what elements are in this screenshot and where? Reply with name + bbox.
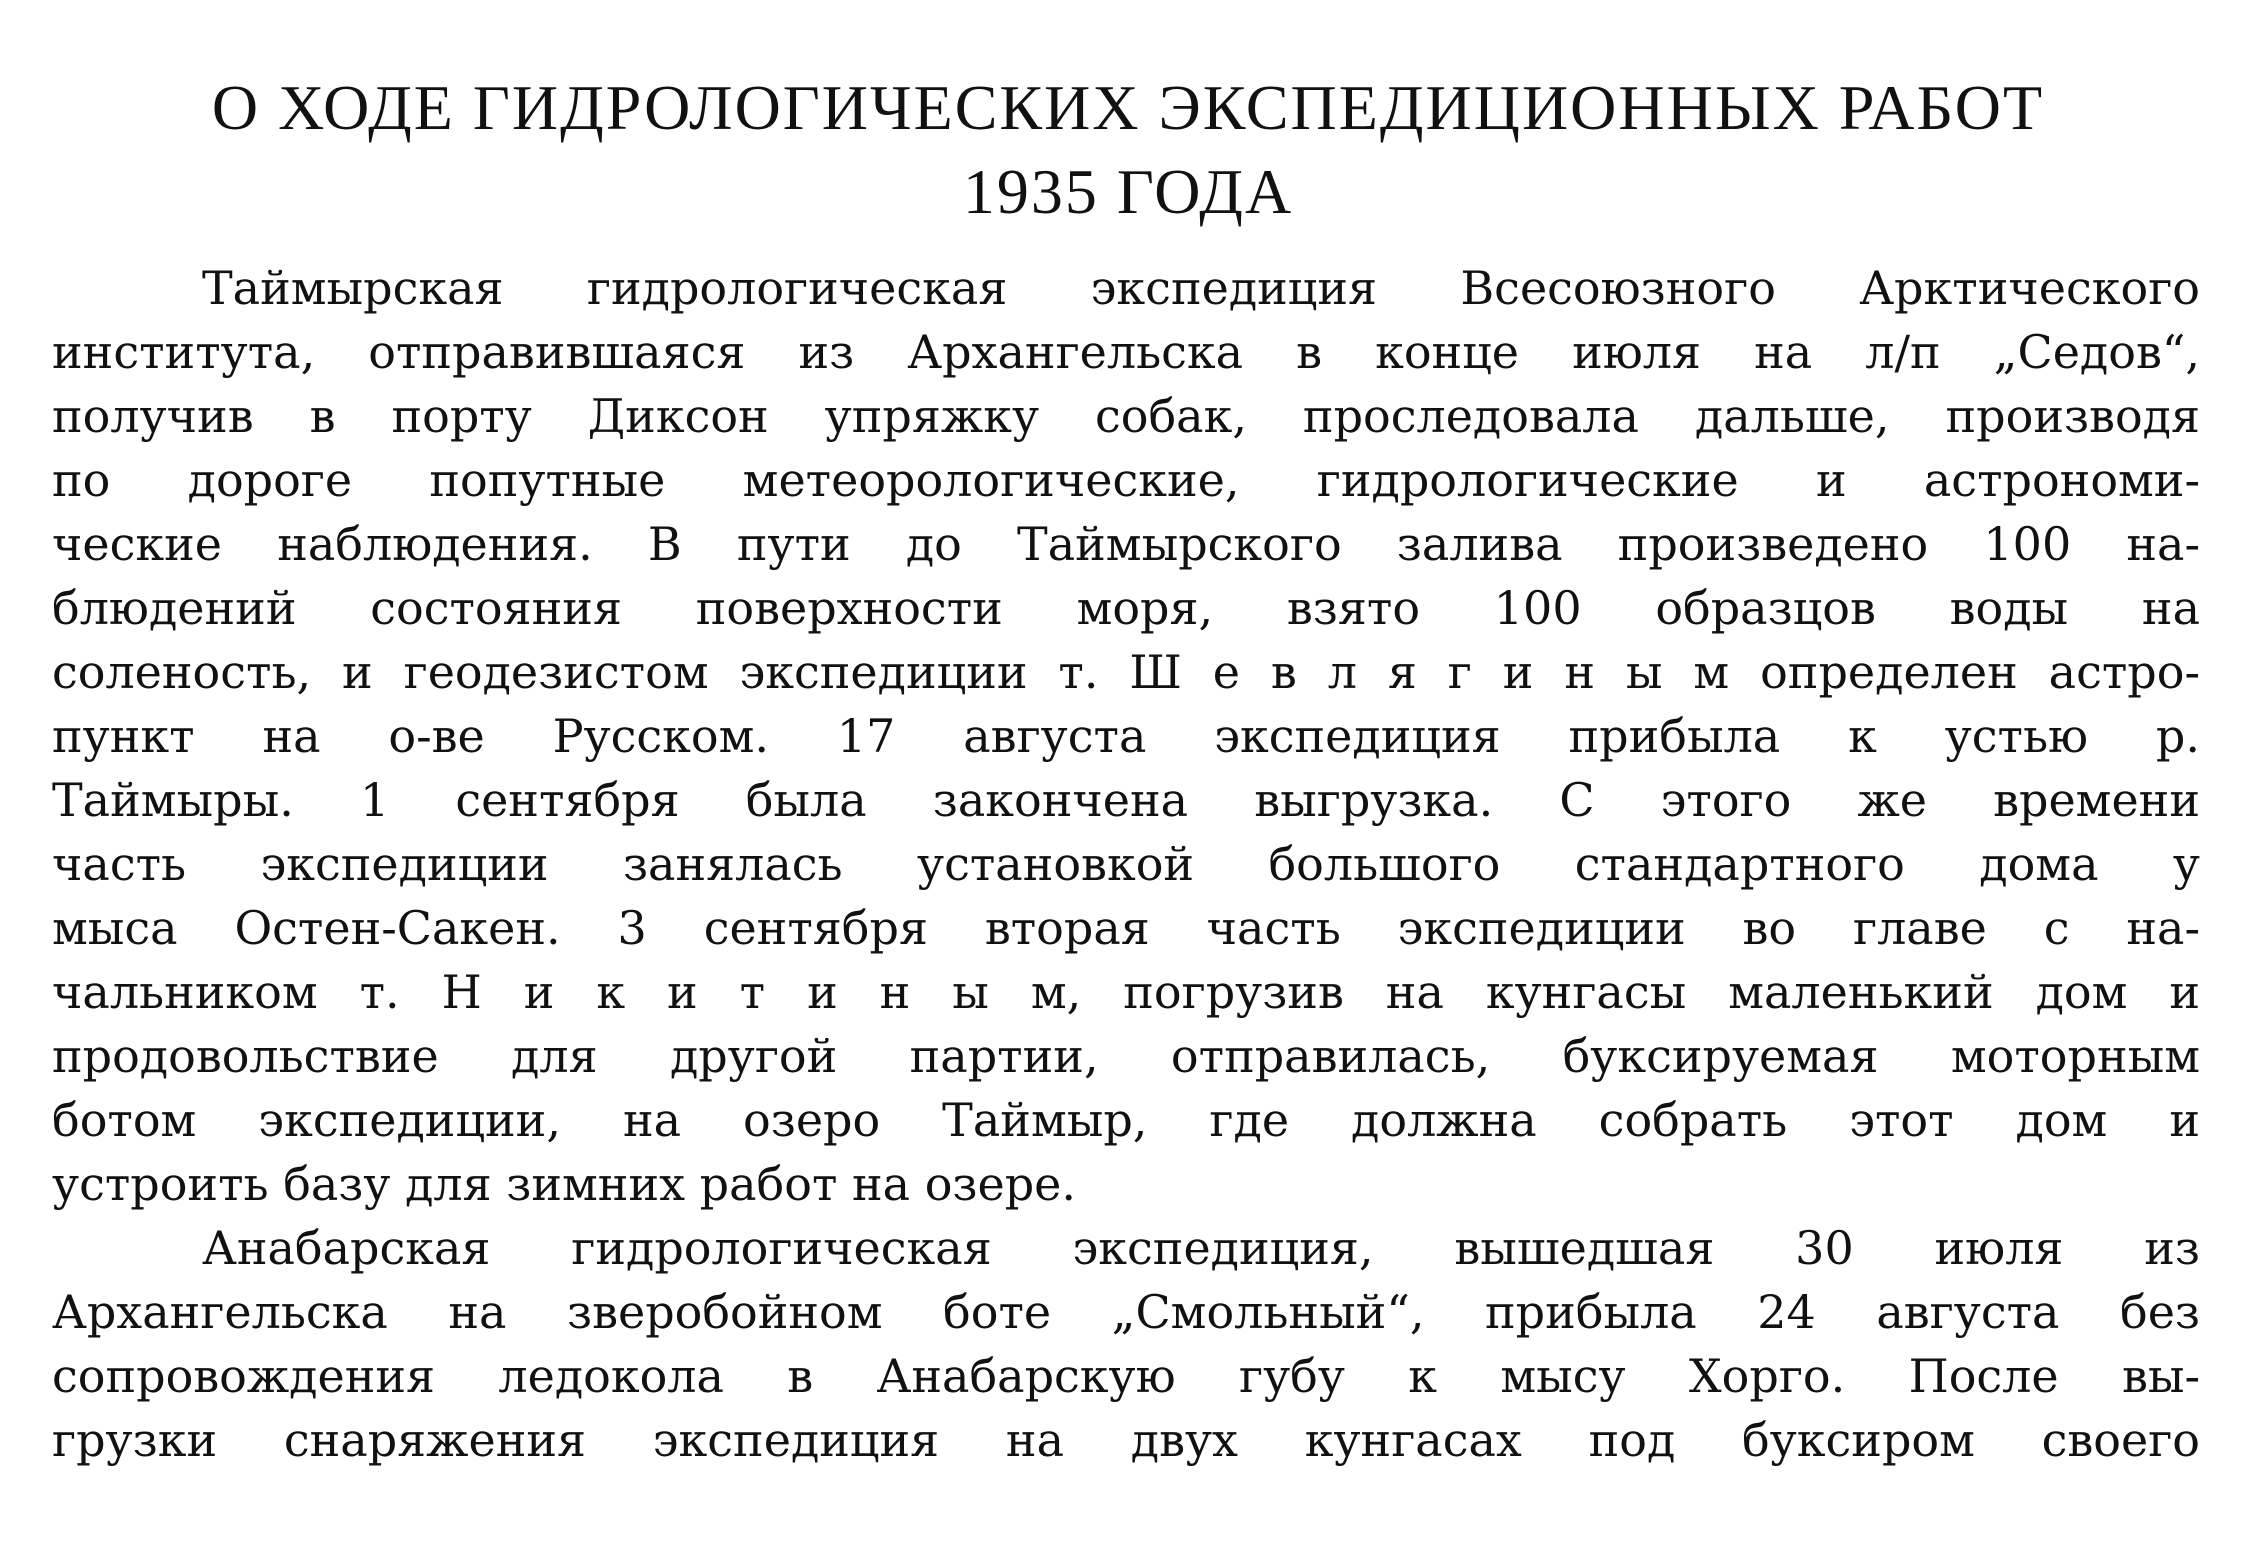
paragraph-line: соленость, и геодезистом экспедиции т. Ш е в л я г и н ы м определен астро- [52,645,2200,699]
paragraph-line: грузки снаряжения экспедиция на двух кунгасах под буксиром своего [52,1413,2200,1467]
paragraph-line: продовольствие для другой партии, отправилась, буксируемая моторным [52,1029,2200,1083]
paragraph-line: ческие наблюдения. В пути до Таймырского залива произведено 100 на- [52,517,2200,571]
paragraph-line: чальником т. Н и к и т и н ы м, погрузив на кунгасы маленький дом и [52,965,2200,1019]
paragraph-anabar [52,1216,2200,1472]
paragraph-line: Архангельска на зверобойном боте „Смольный“, прибыла 24 августа без [52,1285,2200,1339]
paragraph-line: Анабарская гидрологическая экспедиция, вышедшая 30 июля из [202,1221,2200,1275]
paragraph-line: Таймырская гидрологическая экспедиция Всесоюзного Арктического [202,261,2200,315]
paragraph-line: сопровождения ледокола в Анабарскую губу к мысу Хорго. После вы- [52,1349,2200,1403]
article-title-line-2: 1935 ГОДА [962,156,1294,227]
paragraph-line: ботом экспедиции, на озеро Таймыр, где должна собрать этот дом и [52,1093,2200,1147]
paragraph-line: блюдений состояния поверхности моря, взято 100 образцов воды на [52,581,2200,635]
paragraph-line: института, отправившаяся из Архангельска в конце июля на л/п „Седов“, [52,325,2200,379]
article-body [52,256,2200,1472]
article-title-line-1: О ХОДЕ ГИДРОЛОГИЧЕСКИХ ЭКСПЕДИЦИОННЫХ РАБОТ [211,72,2045,143]
paragraph-line: пункт на о-ве Русском. 17 августа экспедиция прибыла к устью р. [52,709,2200,763]
paragraph-line: часть экспедиции занялась установкой большого стандартного дома у [52,837,2200,891]
paragraph-taimyr [52,256,2200,1216]
paragraph-line: мыса Остен-Сакен. 3 сентября вторая часть экспедиции во главе с на- [52,901,2200,955]
paragraph-line: по дороге попутные метеорологические, гидрологические и астрономи- [52,453,2200,507]
paragraph-line: устроить базу для зимних работ на озере. [52,1157,1077,1211]
paragraph-line: получив в порту Диксон упряжку собак, проследовала дальше, производя [52,389,2200,443]
paragraph-line: Таймыры. 1 сентября была закончена выгрузка. С этого же времени [52,773,2200,827]
